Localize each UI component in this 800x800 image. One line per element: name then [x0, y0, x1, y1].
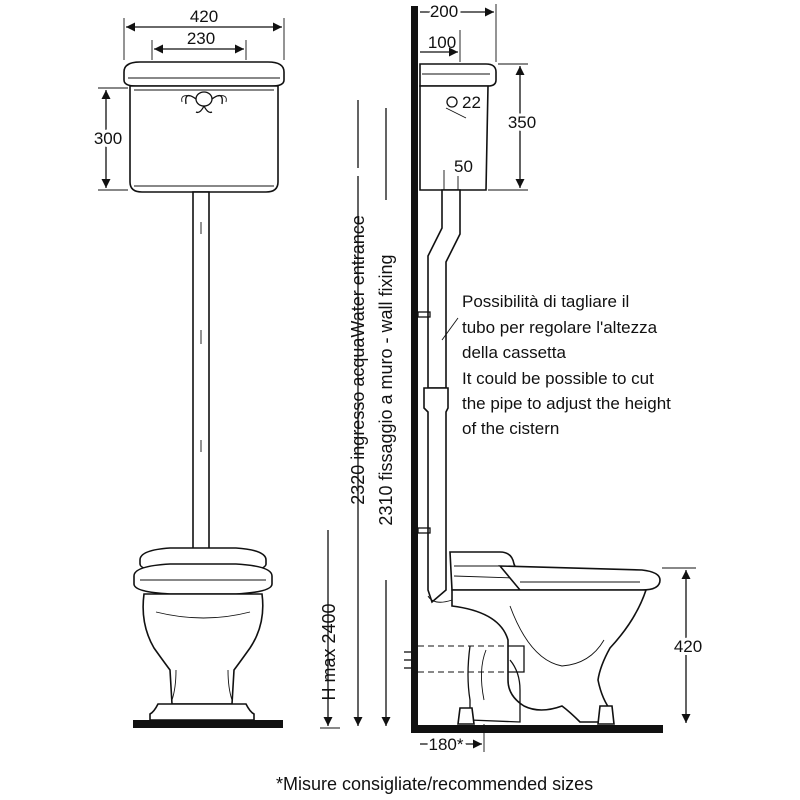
front-dim-width: 420 [189, 7, 219, 26]
note-line-4: It could be possible to cut [462, 369, 654, 388]
side-dim-420: 420 [673, 637, 703, 656]
side-wall [411, 6, 418, 732]
footnote: *Misure consigliate/recommended sizes [276, 774, 594, 794]
side-floor [411, 725, 663, 733]
side-dim-inlet: 22 [462, 93, 481, 112]
front-cistern-lid [124, 62, 284, 86]
side-dim-100: 100 [427, 33, 457, 52]
front-toilet-bowl [143, 594, 263, 704]
side-toilet-seat [500, 566, 660, 590]
label-wall-fixing: 2310 fissaggio a muro - wall fixing [376, 254, 396, 526]
side-dim-200: 200 [429, 2, 459, 21]
label-water-entrance: 2320 ingresso acquaWater entrance [348, 215, 368, 505]
note-line-1: Possibilità di tagliare il [462, 292, 630, 311]
label-h-max: H max 2400 [319, 603, 339, 701]
side-dim-flush: 50 [454, 157, 473, 176]
front-floor [133, 720, 283, 728]
note-line-2: tubo per regolare l'altezza [462, 318, 658, 337]
front-cistern-body [130, 86, 278, 192]
side-flush-pipe [418, 190, 460, 602]
side-cistern-lid [420, 64, 496, 86]
front-dim-height: 300 [93, 129, 123, 148]
front-toilet-base [150, 704, 254, 720]
pipe-cut-note [462, 292, 671, 438]
front-view [94, 7, 284, 728]
note-line-6: of the cistern [462, 419, 560, 438]
front-flush-pipe [193, 192, 209, 554]
vertical-dimensions [319, 100, 396, 728]
front-dim-inner-width: 230 [186, 29, 216, 48]
side-dim-180: 180* [428, 735, 464, 754]
side-toilet-bowl [452, 590, 646, 722]
side-dim-350: 350 [507, 113, 537, 132]
note-line-3: della cassetta [462, 343, 566, 362]
note-line-5: the pipe to adjust the height [462, 394, 671, 413]
